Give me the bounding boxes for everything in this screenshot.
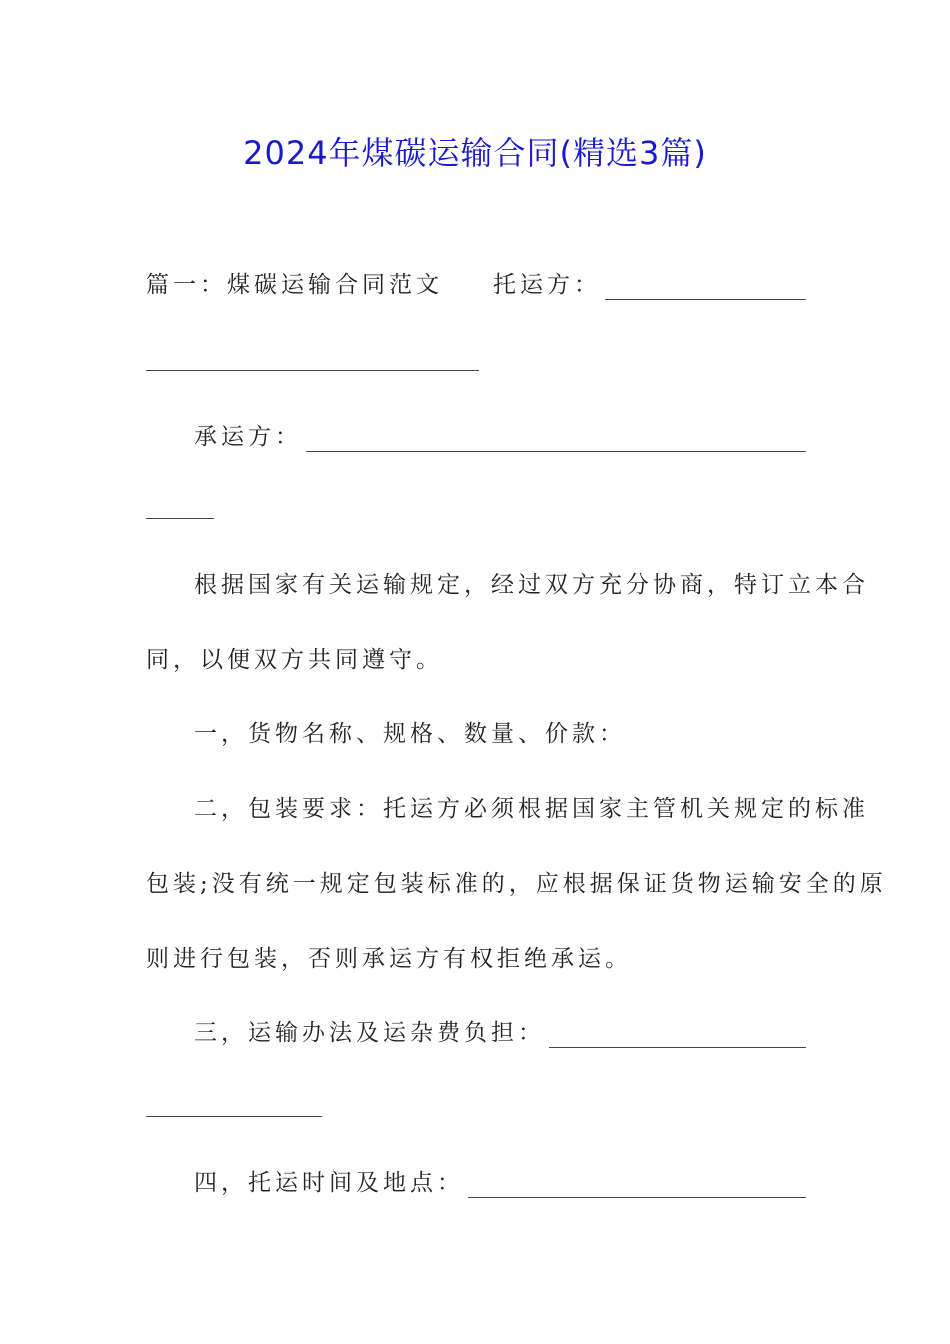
para1-line1: 根据国家有关运输规定，经过双方充分协商，特订立本合 [194, 572, 869, 598]
item2-line1: 二，包装要求：托运方必须根据国家主管机关规定的标准 [194, 796, 869, 822]
carrier-blank[interactable] [306, 433, 806, 452]
item3-blank-continued[interactable] [146, 1116, 322, 1117]
carrier-label: 承运方： [194, 424, 302, 450]
document-title: 2024年煤碳运输合同(精选3篇) [243, 134, 707, 172]
carrier-line [194, 422, 806, 452]
item4-blank[interactable] [468, 1179, 806, 1198]
section-heading: 篇一：煤碳运输合同范文 [146, 272, 443, 298]
item1-goods: 一，货物名称、规格、数量、价款： [194, 721, 626, 747]
para1-line2: 同，以便双方共同遵守。 [146, 647, 443, 673]
header-line [146, 270, 806, 300]
shipper-blank[interactable] [605, 281, 806, 300]
item2-line3: 则进行包装，否则承运方有权拒绝承运。 [146, 946, 632, 972]
item2-line2: 包装;没有统一规定包装标准的，应根据保证货物运输安全的原 [146, 871, 887, 897]
shipper-blank-continued[interactable] [146, 370, 479, 371]
item4-label: 四，托运时间及地点： [194, 1170, 464, 1196]
item3-blank[interactable] [549, 1029, 806, 1048]
item4-line [194, 1168, 806, 1198]
item3-line [194, 1018, 806, 1048]
shipper-label: 托运方： [493, 272, 601, 298]
carrier-blank-continued[interactable] [146, 518, 214, 519]
item3-label: 三，运输办法及运杂费负担： [194, 1020, 545, 1046]
